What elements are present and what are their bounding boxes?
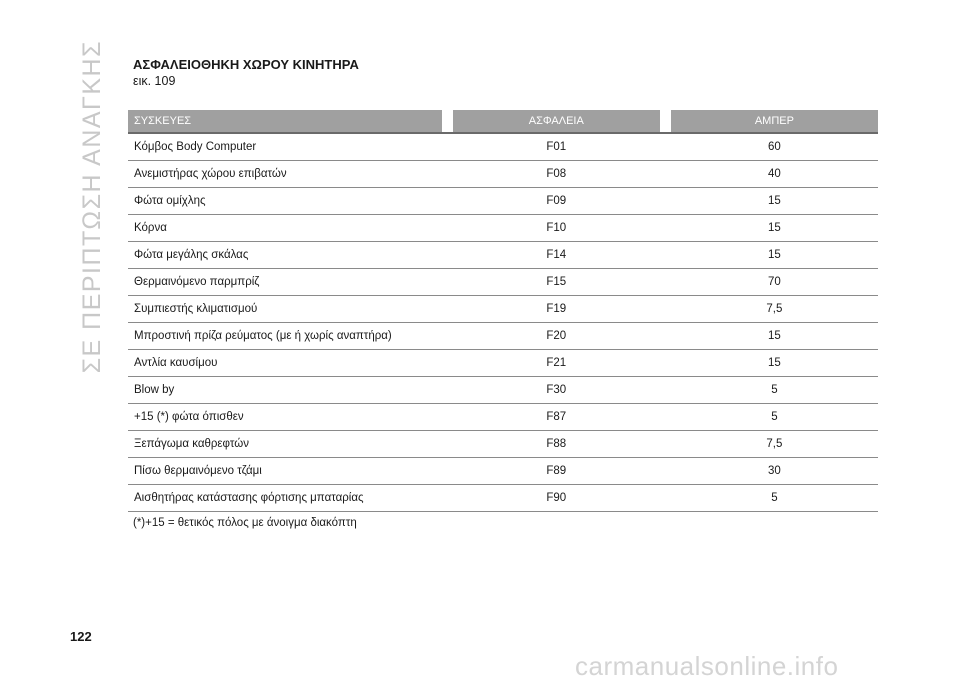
cell-ampere: 60: [671, 133, 878, 161]
cell-device: Ξεπάγωμα καθρεφτών: [128, 431, 442, 458]
watermark: carmanualsonline.info: [575, 651, 839, 681]
table-row: [128, 323, 878, 350]
cell-fuse: F89: [453, 458, 660, 485]
table-header-row: [128, 110, 878, 133]
cell-ampere: 15: [671, 242, 878, 269]
cell-ampere: 70: [671, 269, 878, 296]
table-row: [128, 188, 878, 215]
cell-fuse: F09: [453, 188, 660, 215]
cell-ampere: 15: [671, 188, 878, 215]
cell-ampere: 15: [671, 215, 878, 242]
cell-device: Αντλία καυσίμου: [128, 350, 442, 377]
page-number: 122: [70, 629, 92, 644]
cell-ampere: 5: [671, 404, 878, 431]
cell-fuse: F08: [453, 161, 660, 188]
figure-reference: εικ. 109: [133, 74, 176, 88]
table-body: [128, 133, 878, 512]
table-row: [128, 485, 878, 512]
cell-device: Κόμβος Body Computer: [128, 133, 442, 161]
cell-device: Πίσω θερμαινόμενο τζάμι: [128, 458, 442, 485]
cell-ampere: 7,5: [671, 296, 878, 323]
page-title: ΑΣΦΑΛΕΙΟΘΗΚΗ ΧΩΡΟΥ ΚΙΝΗΤΗΡΑ: [133, 57, 359, 72]
table-row: [128, 133, 878, 161]
table-row: [128, 377, 878, 404]
cell-fuse: F87: [453, 404, 660, 431]
table-row: [128, 269, 878, 296]
cell-fuse: F90: [453, 485, 660, 512]
cell-fuse: F19: [453, 296, 660, 323]
header-ampere: ΑΜΠΕΡ: [671, 110, 878, 133]
table-row: [128, 458, 878, 485]
table-row: [128, 350, 878, 377]
cell-ampere: 5: [671, 485, 878, 512]
cell-device: Συμπιεστής κλιματισμού: [128, 296, 442, 323]
cell-fuse: F20: [453, 323, 660, 350]
footnote: (*)+15 = θετικός πόλος με άνοιγμα διακόπτη: [133, 517, 357, 529]
cell-fuse: F01: [453, 133, 660, 161]
cell-device: Μπροστινή πρίζα ρεύματος (με ή χωρίς αναπτήρα): [128, 323, 442, 350]
cell-fuse: F14: [453, 242, 660, 269]
table-row: [128, 296, 878, 323]
cell-fuse: F30: [453, 377, 660, 404]
cell-device: Αισθητήρας κατάστασης φόρτισης μπαταρίας: [128, 485, 442, 512]
cell-device: +15 (*) φώτα όπισθεν: [128, 404, 442, 431]
cell-ampere: 40: [671, 161, 878, 188]
cell-device: Φώτα ομίχλης: [128, 188, 442, 215]
table-row: [128, 404, 878, 431]
cell-device: Κόρνα: [128, 215, 442, 242]
cell-fuse: F10: [453, 215, 660, 242]
cell-fuse: F15: [453, 269, 660, 296]
header-fuse: ΑΣΦΑΛΕΙΑ: [453, 110, 660, 133]
section-side-title: [72, 40, 112, 374]
table-row: [128, 431, 878, 458]
header-devices: ΣΥΣΚΕΥΕΣ: [128, 110, 442, 133]
cell-ampere: 5: [671, 377, 878, 404]
cell-device: Θερμαινόμενο παρμπρίζ: [128, 269, 442, 296]
cell-ampere: 30: [671, 458, 878, 485]
cell-ampere: 7,5: [671, 431, 878, 458]
cell-fuse: F21: [453, 350, 660, 377]
cell-device: Blow by: [128, 377, 442, 404]
table-row: [128, 161, 878, 188]
section-side-title-text: ΣΕ ΠΕΡΙΠΤΩΣΗ ΑΝΑΓΚΗΣ: [77, 40, 106, 374]
cell-fuse: F88: [453, 431, 660, 458]
cell-ampere: 15: [671, 350, 878, 377]
cell-device: Ανεμιστήρας χώρου επιβατών: [128, 161, 442, 188]
fuse-table: [128, 110, 878, 512]
cell-device: Φώτα μεγάλης σκάλας: [128, 242, 442, 269]
table-row: [128, 242, 878, 269]
cell-ampere: 15: [671, 323, 878, 350]
table-row: [128, 215, 878, 242]
